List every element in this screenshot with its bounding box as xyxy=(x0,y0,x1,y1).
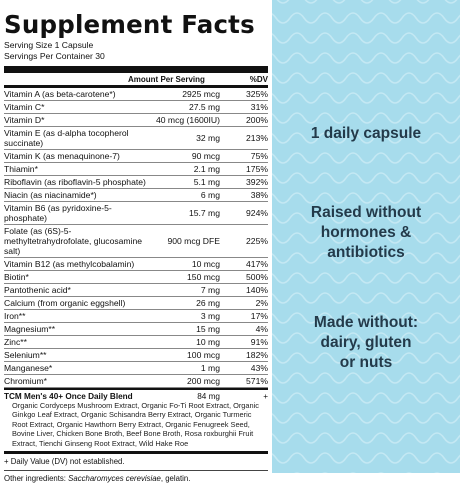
nutrient-row xyxy=(4,150,268,163)
wave-mark xyxy=(430,293,458,303)
wave-mark xyxy=(272,173,290,183)
thick-rule xyxy=(4,66,268,73)
blend-section xyxy=(4,390,268,448)
nutrient-dv: 175% xyxy=(246,163,268,174)
other-label: Other ingredients: xyxy=(4,474,69,484)
nutrient-amount: 90 mcg xyxy=(191,150,220,161)
blend-ingredients: Organic Cordyceps Mushroom Extract, Organic Fo-Ti Root Extract, Organic Ginkgo Leaf Extract, Organic Schisandra Berry Extract, Organic Turmeric Root Extract, Organic Hawthorn Berry Extract, Organic Fenugreek Seed, Bovine Liver, Chicken Bone Broth, Beef Bone Broth, Rosa roxburghii Fruit Extract, Tienchi Ginseng Root Extract, Wild Hake Roe xyxy=(12,401,259,448)
wave-mark xyxy=(290,73,318,83)
wave-mark xyxy=(402,193,430,203)
wave-mark xyxy=(272,73,290,83)
wave-mark xyxy=(318,293,346,303)
claim-line: or nuts xyxy=(339,354,393,371)
nutrient-name: Vitamin B12 (as methylcobalamin) xyxy=(4,258,135,269)
nutrient-row xyxy=(4,336,268,349)
nutrient-dv: 571% xyxy=(246,375,268,386)
nutrient-dv: 38% xyxy=(250,189,268,200)
nutrient-dv: 200% xyxy=(246,114,268,125)
wave-mark xyxy=(290,33,318,43)
wave-mark xyxy=(290,113,318,123)
wave-mark xyxy=(374,293,402,303)
wave-mark xyxy=(272,33,290,43)
nutrient-name: Vitamin C* xyxy=(4,101,45,112)
wave-mark xyxy=(374,393,402,403)
nutrient-amount: 100 mcg xyxy=(187,349,220,360)
wave-mark xyxy=(346,293,374,303)
nutrient-dv: 225% xyxy=(246,235,268,246)
nutrient-row xyxy=(4,127,268,150)
nutrient-amount: 2.1 mg xyxy=(193,163,220,174)
wave-mark xyxy=(290,93,318,103)
nutrient-amount: 40 mcg (1600IU) xyxy=(155,114,220,125)
wave-mark xyxy=(346,393,374,403)
nutrient-name: Zinc** xyxy=(4,336,27,347)
nutrient-amount: 10 mg xyxy=(196,336,220,347)
wave-mark xyxy=(402,153,430,163)
wave-mark xyxy=(290,173,318,183)
nutrient-name: Riboflavin (as riboflavin-5 phosphate) xyxy=(4,176,146,187)
wave-mark xyxy=(402,293,430,303)
wave-mark xyxy=(346,153,374,163)
nutrient-amount: 2925 mcg xyxy=(182,88,220,99)
nutrient-amount: 15 mg xyxy=(196,323,220,334)
wave-mark xyxy=(402,53,430,63)
nutrient-dv: 924% xyxy=(246,207,268,218)
wave-mark xyxy=(430,453,458,463)
nutrient-name: Iron** xyxy=(4,310,26,321)
nutrient-name: Vitamin D* xyxy=(4,114,45,125)
nutrient-amount: 900 mcg DFE xyxy=(167,235,220,246)
wave-mark xyxy=(290,153,318,163)
nutrient-row xyxy=(4,258,268,271)
wave-mark xyxy=(402,433,430,443)
wave-mark xyxy=(318,173,346,183)
wave-mark xyxy=(272,13,290,23)
other-rest: , gelatin. xyxy=(160,474,191,484)
wave-mark xyxy=(318,53,346,63)
wave-mark xyxy=(346,73,374,83)
nutrient-name: Niacin (as niacinamide*) xyxy=(4,189,97,200)
wave-mark xyxy=(318,93,346,103)
wave-mark xyxy=(290,273,318,283)
wave-mark xyxy=(272,273,290,283)
nutrient-row xyxy=(4,88,268,101)
nutrient-row xyxy=(4,225,268,258)
wave-mark xyxy=(430,173,458,183)
wave-mark xyxy=(346,173,374,183)
nutrient-dv: 325% xyxy=(246,88,268,99)
nutrient-name: Folate (as (6S)-5-methyltetrahydrofolate, glucosamine salt) xyxy=(4,225,143,256)
nutrient-name: Manganese* xyxy=(4,362,53,373)
wave-mark xyxy=(430,433,458,443)
wave-mark xyxy=(318,13,346,23)
nutrient-name: Vitamin K (as menaquinone-7) xyxy=(4,150,120,161)
nutrient-name: Vitamin E (as d-alpha tocopherol succinate) xyxy=(4,127,129,148)
wave-mark xyxy=(430,33,458,43)
nutrient-dv: 417% xyxy=(246,258,268,269)
wave-mark xyxy=(402,33,430,43)
wave-mark xyxy=(430,53,458,63)
wave-mark xyxy=(318,413,346,423)
nutrient-amount: 15.7 mg xyxy=(188,207,220,218)
wave-mark xyxy=(318,193,346,203)
claim-line: hormones & xyxy=(320,224,412,241)
wave-mark xyxy=(272,453,290,463)
wave-mark xyxy=(290,413,318,423)
wave-mark xyxy=(374,373,402,383)
wave-mark xyxy=(290,293,318,303)
wave-mark xyxy=(374,193,402,203)
facts-label xyxy=(4,0,268,484)
other-italic: Saccharomyces cerevisiae xyxy=(68,474,161,484)
wave-mark xyxy=(272,113,290,123)
claim-made-without xyxy=(272,313,460,373)
nutrient-name: Thiamin* xyxy=(4,163,38,174)
blend-dv: + xyxy=(263,392,268,401)
wave-mark xyxy=(318,273,346,283)
nutrient-amount: 32 mg xyxy=(196,132,220,143)
nutrient-dv: 392% xyxy=(246,176,268,187)
nutrient-name: Vitamin A (as beta-carotene*) xyxy=(4,88,116,99)
wave-mark xyxy=(374,13,402,23)
nutrient-name: Biotin* xyxy=(4,271,29,282)
nutrient-dv: 31% xyxy=(250,101,268,112)
wave-mark xyxy=(430,393,458,403)
wave-mark xyxy=(318,153,346,163)
other-ingredients xyxy=(4,470,268,484)
claim-line: dairy, gluten xyxy=(320,334,412,351)
nutrient-amount: 27.5 mg xyxy=(188,101,220,112)
column-header xyxy=(4,73,268,85)
wave-mark xyxy=(374,53,402,63)
nutrient-amount: 1 mg xyxy=(200,362,220,373)
wave-mark xyxy=(272,93,290,103)
wave-mark xyxy=(318,0,346,3)
nutrient-amount: 5.1 mg xyxy=(193,176,220,187)
wave-mark xyxy=(374,453,402,463)
nutrient-row xyxy=(4,323,268,336)
wave-mark xyxy=(346,93,374,103)
wave-mark xyxy=(290,373,318,383)
nutrient-row xyxy=(4,271,268,284)
wave-mark xyxy=(402,73,430,83)
wave-mark xyxy=(374,93,402,103)
wave-mark xyxy=(430,373,458,383)
nutrient-amount: 7 mg xyxy=(200,284,220,295)
blend-amount: 84 mg xyxy=(197,392,220,401)
nutrient-row xyxy=(4,297,268,310)
facts-title: Supplement Facts xyxy=(4,10,255,39)
nutrient-dv: 4% xyxy=(255,323,268,334)
amount-header: Amount Per Serving xyxy=(128,74,205,84)
wave-mark xyxy=(402,273,430,283)
wave-mark xyxy=(346,0,374,3)
wave-mark xyxy=(402,173,430,183)
wave-mark xyxy=(402,0,430,3)
nutrient-name: Calcium (from organic eggshell) xyxy=(4,297,126,308)
wave-mark xyxy=(346,273,374,283)
nutrient-dv: 500% xyxy=(246,271,268,282)
wave-mark xyxy=(290,433,318,443)
claims-panel xyxy=(272,0,460,473)
nutrient-row xyxy=(4,163,268,176)
claim-line: Made without: xyxy=(313,314,419,331)
wave-mark xyxy=(290,13,318,23)
wave-mark xyxy=(272,153,290,163)
nutrient-dv: 75% xyxy=(250,150,268,161)
wave-mark xyxy=(346,13,374,23)
nutrient-amount: 10 mcg xyxy=(191,258,220,269)
claim-raised-without xyxy=(272,203,460,263)
blend-header xyxy=(4,392,268,401)
nutrient-dv: 91% xyxy=(250,336,268,347)
wave-mark xyxy=(402,453,430,463)
servings-per-container: Servings Per Container 30 xyxy=(4,51,105,61)
wave-mark xyxy=(402,393,430,403)
wave-mark xyxy=(374,33,402,43)
wave-mark xyxy=(430,73,458,83)
wave-mark xyxy=(290,193,318,203)
wave-mark xyxy=(318,113,346,123)
nutrient-name: Chromium* xyxy=(4,375,47,386)
wave-mark xyxy=(318,453,346,463)
nutrient-row xyxy=(4,375,268,388)
nutrient-dv: 2% xyxy=(255,297,268,308)
wave-mark xyxy=(272,393,290,403)
wave-mark xyxy=(318,373,346,383)
blend-name: TCM Men's 40+ Once Daily Blend xyxy=(4,392,133,401)
nutrient-row xyxy=(4,349,268,362)
nutrient-name: Magnesium** xyxy=(4,323,56,334)
wave-mark xyxy=(402,113,430,123)
claim-line: antibiotics xyxy=(327,244,405,261)
wave-mark xyxy=(318,393,346,403)
wave-mark xyxy=(290,453,318,463)
nutrient-amount: 26 mg xyxy=(196,297,220,308)
wave-mark xyxy=(272,373,290,383)
nutrient-dv: 43% xyxy=(250,362,268,373)
wave-mark xyxy=(346,33,374,43)
nutrient-dv: 140% xyxy=(246,284,268,295)
wave-mark xyxy=(272,0,290,3)
wave-mark xyxy=(374,413,402,423)
nutrient-amount: 200 mcg xyxy=(187,375,220,386)
nutrient-row xyxy=(4,189,268,202)
wave-mark xyxy=(374,173,402,183)
wave-mark xyxy=(430,93,458,103)
wave-mark xyxy=(402,93,430,103)
wave-mark xyxy=(272,193,290,203)
wave-mark xyxy=(402,373,430,383)
wave-mark xyxy=(374,433,402,443)
claim-daily-capsule: 1 daily capsule xyxy=(310,125,422,142)
wave-mark xyxy=(272,293,290,303)
wave-mark xyxy=(374,0,402,3)
nutrient-amount: 6 mg xyxy=(200,189,220,200)
nutrient-amount: 150 mcg xyxy=(187,271,220,282)
nutrient-dv: 213% xyxy=(246,132,268,143)
nutrient-row xyxy=(4,362,268,375)
serving-size: Serving Size 1 Capsule xyxy=(4,40,94,50)
wave-mark xyxy=(346,113,374,123)
wave-mark xyxy=(318,433,346,443)
wave-mark xyxy=(272,433,290,443)
wave-mark xyxy=(290,393,318,403)
wave-mark xyxy=(430,273,458,283)
dv-header: %DV xyxy=(249,74,268,84)
nutrient-row xyxy=(4,202,268,225)
wave-mark xyxy=(272,53,290,63)
wave-mark xyxy=(374,73,402,83)
wave-mark xyxy=(346,53,374,63)
nutrient-dv: 17% xyxy=(250,310,268,321)
wave-mark xyxy=(430,153,458,163)
dv-footnote: + Daily Value (DV) not established. xyxy=(4,456,125,466)
nutrient-dv: 182% xyxy=(246,349,268,360)
claim-line: Raised without xyxy=(310,204,422,221)
nutrient-name: Vitamin B6 (as pyridoxine-5-phosphate) xyxy=(4,202,112,223)
wave-mark xyxy=(346,453,374,463)
nutrient-row xyxy=(4,310,268,323)
wave-mark xyxy=(346,193,374,203)
wave-mark xyxy=(430,193,458,203)
wave-mark xyxy=(430,0,458,3)
wave-mark xyxy=(430,113,458,123)
wave-mark xyxy=(430,413,458,423)
nutrient-name: Pantothenic acid* xyxy=(4,284,71,295)
wave-mark xyxy=(374,153,402,163)
nutrient-row xyxy=(4,114,268,127)
nutrient-table xyxy=(4,88,268,388)
wave-mark xyxy=(374,113,402,123)
wave-mark xyxy=(346,413,374,423)
wave-mark xyxy=(402,413,430,423)
wave-mark xyxy=(318,33,346,43)
wave-mark xyxy=(346,433,374,443)
wave-mark xyxy=(290,53,318,63)
nutrient-name: Selenium** xyxy=(4,349,47,360)
wave-mark xyxy=(272,413,290,423)
nutrient-amount: 3 mg xyxy=(200,310,220,321)
wave-mark xyxy=(374,273,402,283)
wave-mark xyxy=(402,13,430,23)
wave-mark xyxy=(346,373,374,383)
nutrient-row xyxy=(4,284,268,297)
wave-mark xyxy=(430,13,458,23)
wave-mark xyxy=(290,0,318,3)
nutrient-row xyxy=(4,101,268,114)
nutrient-row xyxy=(4,176,268,189)
wave-mark xyxy=(318,73,346,83)
